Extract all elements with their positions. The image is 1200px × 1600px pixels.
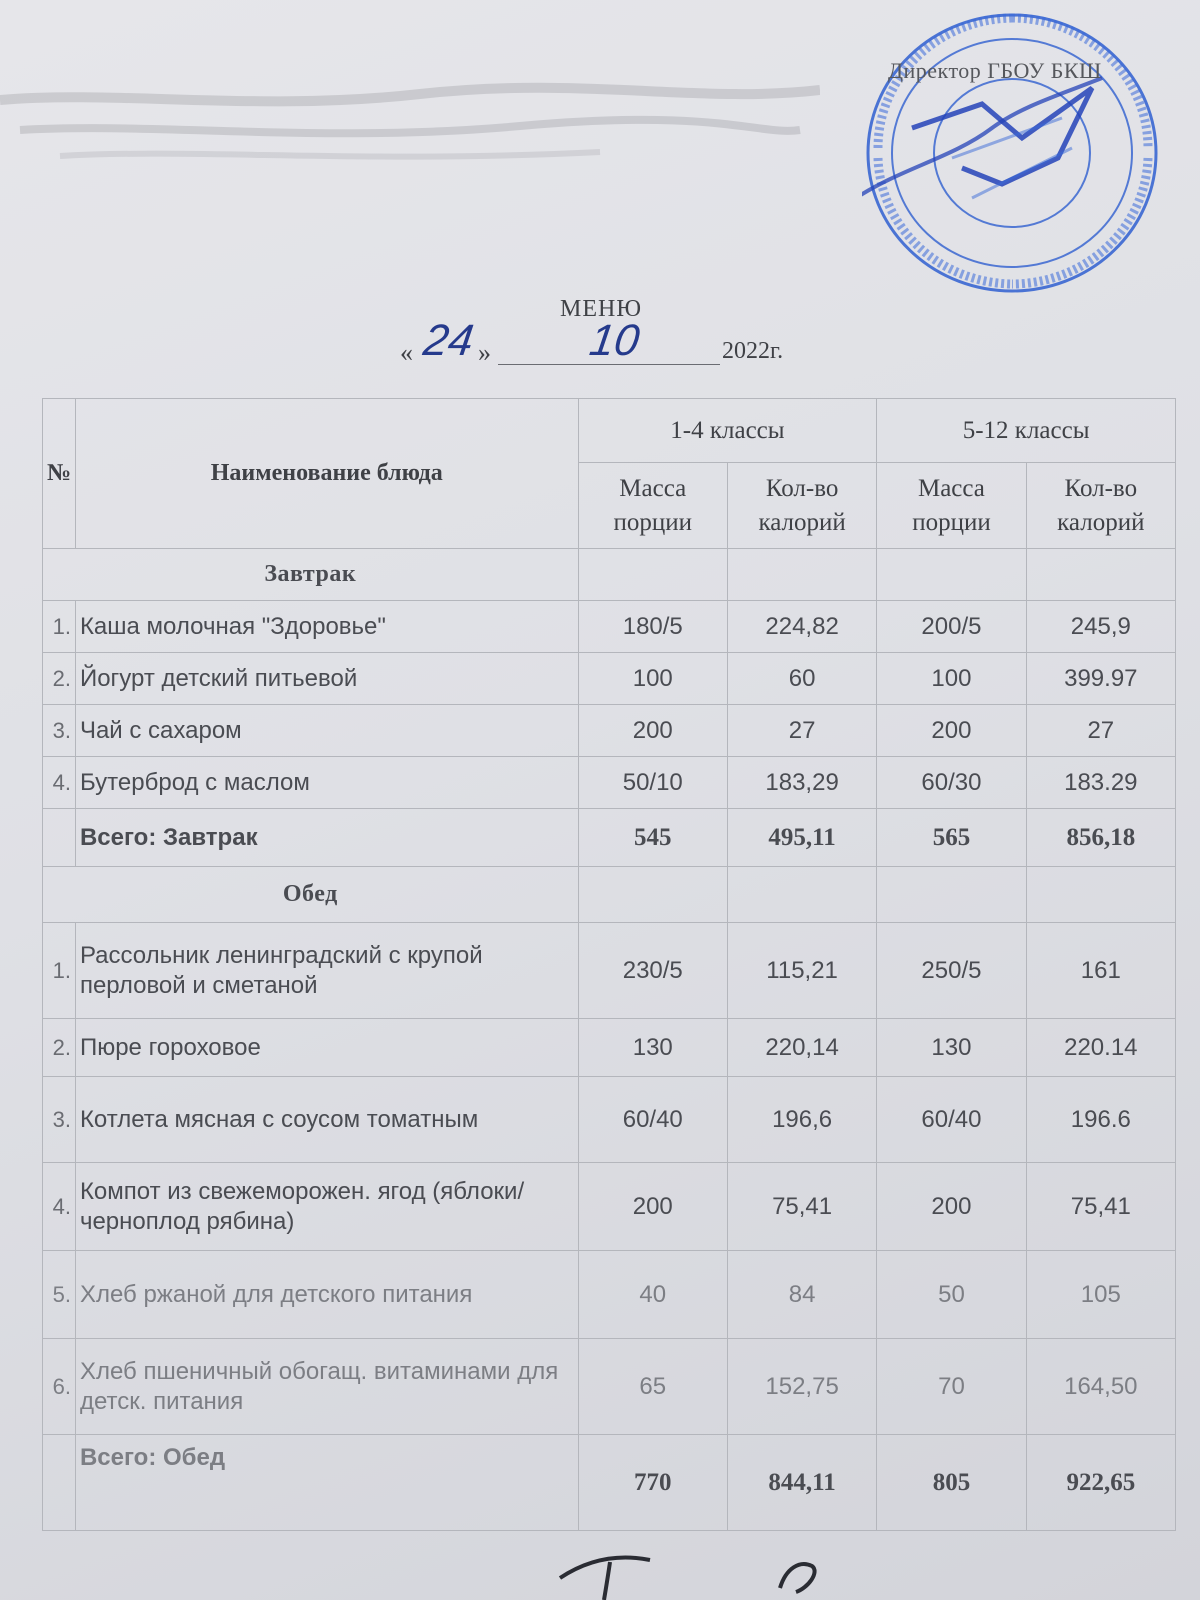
dish-name: Хлеб ржаной для детского питания	[75, 1251, 578, 1339]
total-calories: 495,11	[727, 809, 876, 867]
row-number: 1.	[43, 923, 76, 1019]
table-row	[43, 705, 1176, 757]
table-row	[43, 1339, 1176, 1435]
portion-mass: 40	[578, 1251, 727, 1339]
group-header-grades-5-12: 5-12 классы	[877, 399, 1176, 463]
row-number: 4.	[43, 757, 76, 809]
calories: 220,14	[727, 1019, 876, 1077]
table-row	[43, 653, 1176, 705]
calories: 224,82	[727, 601, 876, 653]
portion-mass: 250/5	[877, 923, 1026, 1019]
dish-name: Пюре гороховое	[75, 1019, 578, 1077]
row-number: 2.	[43, 1019, 76, 1077]
col-dish-name-header: Наименование блюда	[75, 399, 578, 549]
portion-mass: 230/5	[578, 923, 727, 1019]
calories: 183.29	[1026, 757, 1175, 809]
portion-mass: 130	[877, 1019, 1026, 1077]
menu-table	[42, 398, 1176, 1531]
portion-mass: 50/10	[578, 757, 727, 809]
paper-scuff-marks	[0, 60, 820, 180]
calories: 399.97	[1026, 653, 1175, 705]
stamp-partial-text: Директор ГБОУ БКШ	[888, 58, 1102, 83]
total-portion-mass: 565	[877, 809, 1026, 867]
portion-mass: 200	[877, 1163, 1026, 1251]
portion-mass: 200/5	[877, 601, 1026, 653]
dish-name: Котлета мясная с соусом томатным	[75, 1077, 578, 1163]
portion-mass: 60/30	[877, 757, 1026, 809]
section-title-breakfast: Завтрак	[43, 549, 579, 601]
calories: 27	[727, 705, 876, 757]
total-portion-mass: 770	[578, 1435, 727, 1531]
subheader-portion-mass: Масса порции	[877, 463, 1026, 549]
row-number: 6.	[43, 1339, 76, 1435]
portion-mass: 200	[877, 705, 1026, 757]
calories: 161	[1026, 923, 1175, 1019]
total-label: Всего: Обед	[75, 1435, 578, 1531]
calories: 115,21	[727, 923, 876, 1019]
calories: 164,50	[1026, 1339, 1175, 1435]
dish-name: Хлеб пшеничный обогащ. витаминами для детск. питания	[75, 1339, 578, 1435]
calories: 183,29	[727, 757, 876, 809]
total-calories: 922,65	[1026, 1435, 1175, 1531]
subheader-portion-mass: Масса порции	[578, 463, 727, 549]
calories: 245,9	[1026, 601, 1175, 653]
dish-name: Чай с сахаром	[75, 705, 578, 757]
table-header-row	[43, 399, 1176, 463]
date-month-handwritten: 10	[586, 316, 643, 365]
calories: 220.14	[1026, 1019, 1175, 1077]
table-row	[43, 601, 1176, 653]
group-header-grades-1-4: 1-4 классы	[578, 399, 877, 463]
total-row-lunch	[43, 1435, 1176, 1531]
total-row-breakfast	[43, 809, 1176, 867]
table-row	[43, 757, 1176, 809]
dish-name: Каша молочная "Здоровье"	[75, 601, 578, 653]
row-number: 4.	[43, 1163, 76, 1251]
dish-name: Йогурт детский питьевой	[75, 653, 578, 705]
dish-name: Рассольник ленинградский с крупой перловой и сметаной	[75, 923, 578, 1019]
portion-mass: 60/40	[877, 1077, 1026, 1163]
calories: 105	[1026, 1251, 1175, 1339]
calories: 84	[727, 1251, 876, 1339]
row-number: 3.	[43, 1077, 76, 1163]
calories: 75,41	[1026, 1163, 1175, 1251]
row-number: 1.	[43, 601, 76, 653]
portion-mass: 65	[578, 1339, 727, 1435]
calories: 196.6	[1026, 1077, 1175, 1163]
total-calories: 856,18	[1026, 809, 1175, 867]
portion-mass: 180/5	[578, 601, 727, 653]
total-portion-mass: 805	[877, 1435, 1026, 1531]
row-number: 5.	[43, 1251, 76, 1339]
portion-mass: 100	[877, 653, 1026, 705]
portion-mass: 60/40	[578, 1077, 727, 1163]
total-portion-mass: 545	[578, 809, 727, 867]
calories: 27	[1026, 705, 1175, 757]
row-number: 3.	[43, 705, 76, 757]
portion-mass: 130	[578, 1019, 727, 1077]
portion-mass: 200	[578, 1163, 727, 1251]
row-number: 2.	[43, 653, 76, 705]
school-seal-stamp	[862, 8, 1162, 298]
dish-name: Компот из свежеморожен. ягод (яблоки/ черноплод рябина)	[75, 1163, 578, 1251]
date-quote-open: «	[400, 338, 413, 367]
subheader-calories: Кол-во калорий	[727, 463, 876, 549]
total-label: Всего: Завтрак	[75, 809, 578, 867]
table-row	[43, 923, 1176, 1019]
date-quote-close: »	[478, 338, 491, 367]
calories: 60	[727, 653, 876, 705]
table-row	[43, 1163, 1176, 1251]
date-day-handwritten: 24	[420, 316, 477, 365]
section-row-lunch	[43, 867, 1176, 923]
calories: 75,41	[727, 1163, 876, 1251]
table-row	[43, 1019, 1176, 1077]
portion-mass: 70	[877, 1339, 1026, 1435]
portion-mass: 100	[578, 653, 727, 705]
calories: 152,75	[727, 1339, 876, 1435]
handwritten-signature	[550, 1548, 870, 1600]
col-number-header: №	[43, 399, 76, 549]
portion-mass: 200	[578, 705, 727, 757]
dish-name: Бутерброд с маслом	[75, 757, 578, 809]
section-title-lunch: Обед	[43, 867, 579, 923]
document-title: МЕНЮ	[560, 296, 642, 322]
subheader-calories: Кол-во калорий	[1026, 463, 1175, 549]
table-row	[43, 1077, 1176, 1163]
portion-mass: 50	[877, 1251, 1026, 1339]
total-calories: 844,11	[727, 1435, 876, 1531]
calories: 196,6	[727, 1077, 876, 1163]
section-row-breakfast	[43, 549, 1176, 601]
table-row	[43, 1251, 1176, 1339]
date-year: 2022г.	[722, 338, 784, 364]
